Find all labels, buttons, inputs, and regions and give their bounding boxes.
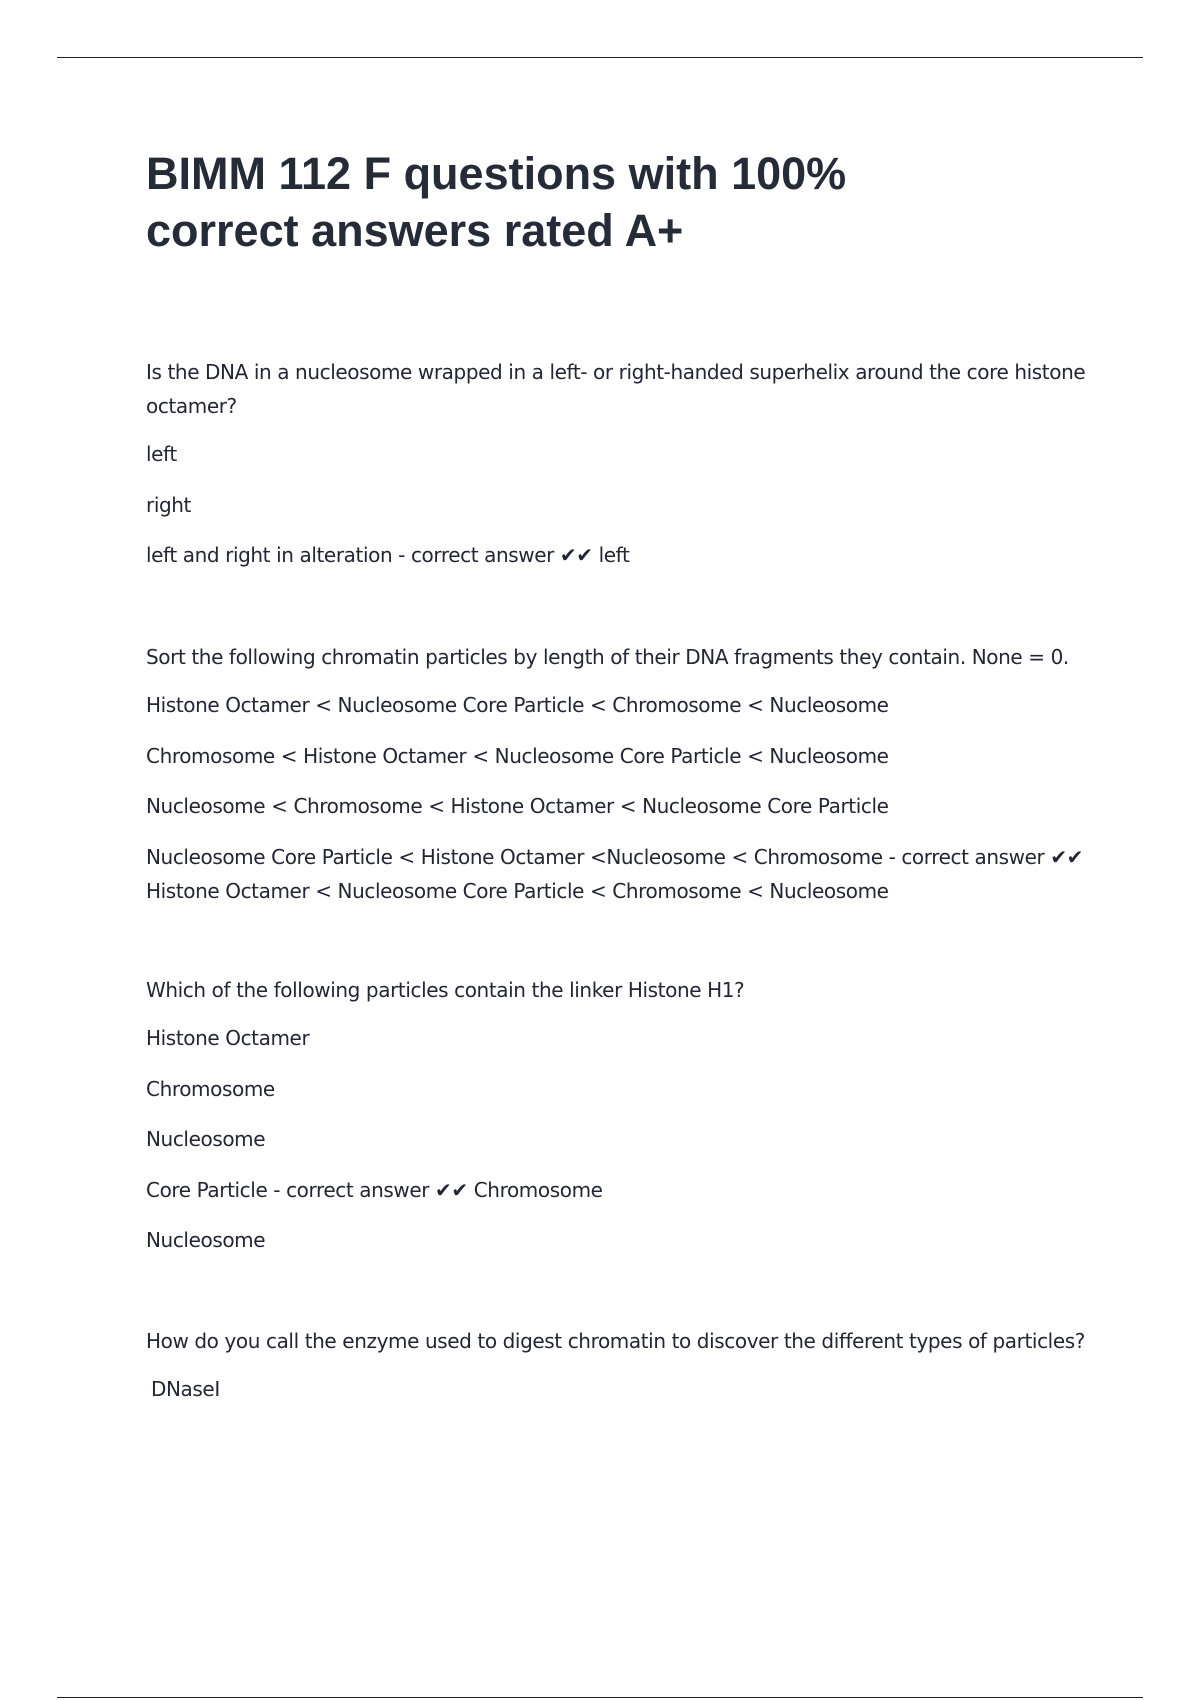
top-rule (57, 57, 1143, 58)
question-stem: Is the DNA in a nucleosome wrapped in a left- or right-handed superhelix around the core histone octamer? (146, 360, 1086, 418)
answer-option: Nucleosome < Chromosome < Histone Octamer < Nucleosome Core Particle (146, 794, 889, 818)
answer-option: Nucleosome Core Particle < Histone Octamer <Nucleosome < Chromosome - correct answer ✔✔ Histone Octamer < Nucleosome Core Particle < Chromosome < Nucleosome (146, 844, 1084, 903)
answer-option: Histone Octamer (146, 1026, 310, 1050)
answer-option: left (146, 442, 177, 466)
question-3 (146, 973, 1086, 1257)
answer-option: Chromosome (146, 1076, 275, 1101)
answer-option: Nucleosome (146, 1228, 266, 1252)
answer-option: Histone Octamer < Nucleosome Core Particle < Chromosome < Nucleosome (146, 693, 889, 717)
answer-option: Chromosome < Histone Octamer < Nucleosome Core Particle < Nucleosome (146, 743, 889, 768)
title-line-1: BIMM 112 F questions with 100% (146, 148, 847, 199)
question-1 (146, 355, 1086, 572)
answer-option: right (146, 492, 191, 517)
answer-option: Nucleosome (146, 1127, 266, 1151)
title-line-2: correct answers rated A+ (146, 205, 684, 256)
document-title (146, 145, 1106, 259)
question-stem: How do you call the enzyme used to digest chromatin to discover the different types of particles? (146, 1329, 1085, 1353)
answer-option: Core Particle - correct answer ✔✔ Chromosome (146, 1177, 603, 1202)
question-4 (146, 1324, 1086, 1406)
question-2 (146, 640, 1086, 908)
question-stem: Sort the following chromatin particles by length of their DNA fragments they contain. None = 0. (146, 645, 1069, 669)
answer-option: left and right in alteration - correct answer ✔✔ left (146, 543, 630, 567)
answer-option: DNaseI (151, 1377, 220, 1401)
bottom-rule (57, 1697, 1143, 1698)
question-stem: Which of the following particles contain the linker Histone H1? (146, 978, 745, 1002)
